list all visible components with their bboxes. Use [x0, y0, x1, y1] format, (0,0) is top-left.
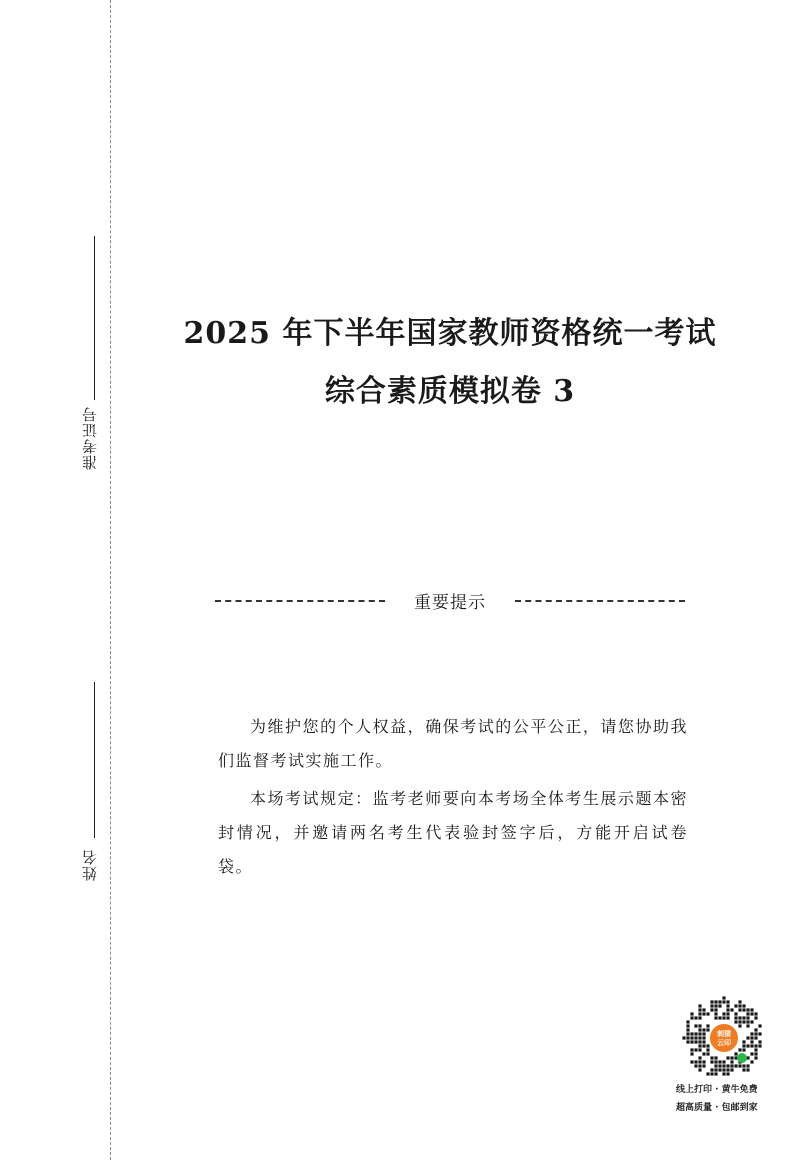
qr-caption-1: 线上打印 · 黄牛免费 — [676, 1085, 758, 1095]
paper-subtitle: 综合素质模拟卷 3 — [324, 374, 576, 409]
notice-heading: 重要提示 — [414, 593, 486, 613]
exam-id-underline — [94, 236, 95, 400]
notice-header — [215, 588, 685, 613]
qr-badge-text: 刺猬 — [717, 1030, 731, 1038]
name-underline — [94, 682, 95, 838]
name-label: 姓名 — [81, 849, 99, 881]
notice-divider-right — [515, 600, 685, 602]
svg-text:云印: 云印 — [717, 1039, 731, 1047]
qr-caption-2: 超高质量 · 包邮到家 — [676, 1103, 758, 1113]
binding-dashed-line — [110, 0, 111, 1160]
qr-code-icon[interactable] — [682, 996, 766, 1080]
notice-paragraph-1: 为维护您的个人权益，确保考试的公平公正，请您协助我们监督考试实施工作。 — [218, 717, 688, 770]
name-field[interactable] — [70, 682, 110, 892]
exam-title: 2025 年下半年国家教师资格统一考试 — [183, 316, 717, 351]
exam-id-label: 准考证号 — [81, 406, 99, 470]
qr-promo[interactable] — [676, 996, 774, 1120]
notice-paragraph-2: 本场考试规定：监考老师要向本考场全体考生展示题本密封情况，并邀请两名考生代表验封签字后，方能开启试卷袋。 — [218, 789, 688, 876]
exam-id-field[interactable] — [70, 236, 110, 476]
notice-divider-left — [215, 600, 385, 602]
